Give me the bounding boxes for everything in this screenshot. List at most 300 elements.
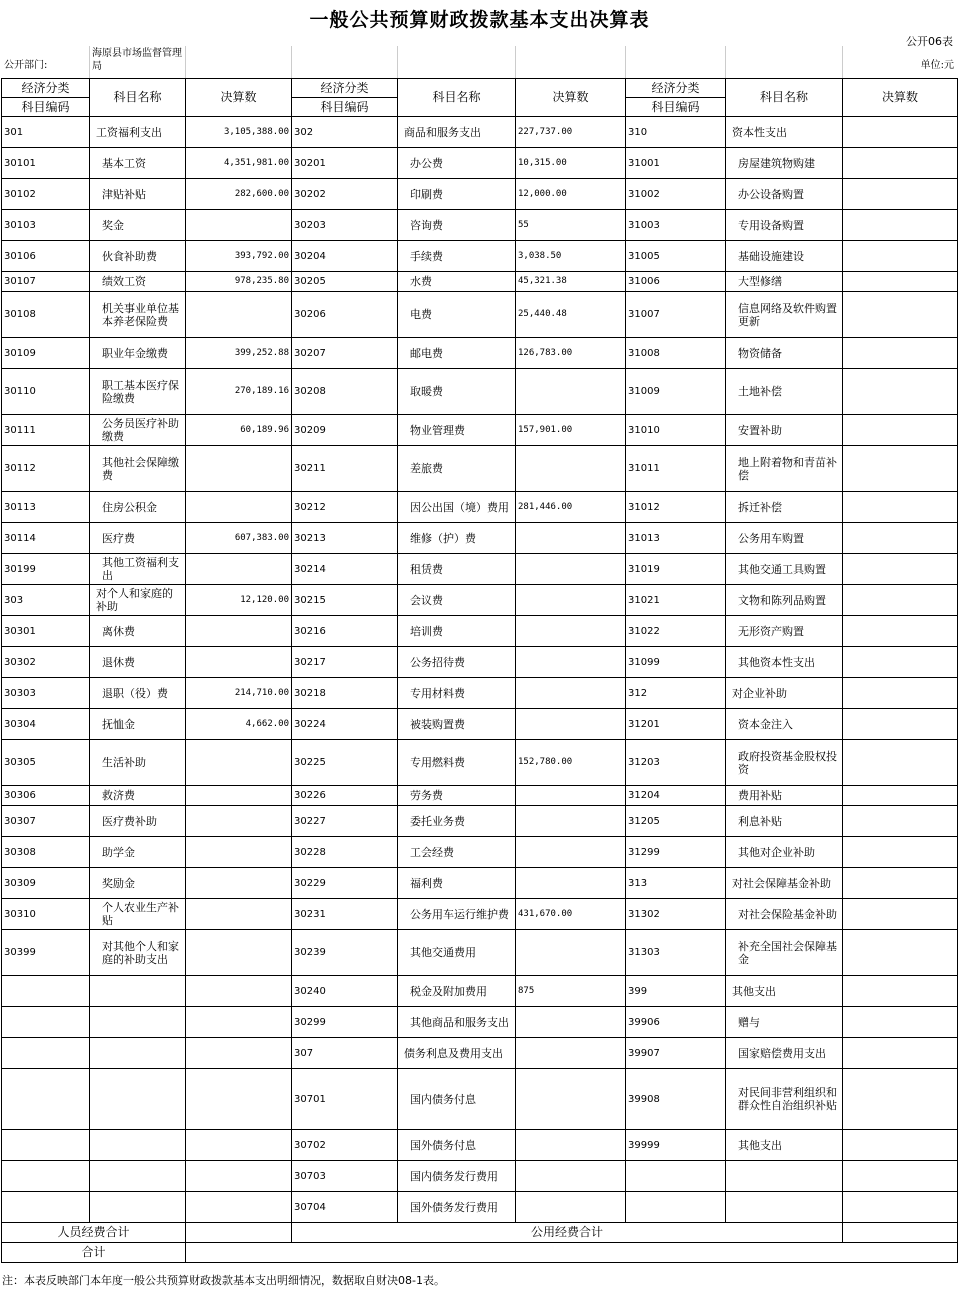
amount-cell: [843, 837, 958, 868]
code-cell: 303: [2, 585, 90, 616]
amount-cell: [516, 1069, 626, 1130]
amount-cell: [186, 616, 292, 647]
amount-cell: [843, 292, 958, 338]
name-cell: 公务招待费: [398, 647, 516, 678]
table-row: [2, 446, 958, 492]
code-cell: 31204: [626, 786, 726, 806]
amount-cell: 3,105,388.00: [186, 117, 292, 148]
name-cell: 福利费: [398, 868, 516, 899]
amount-cell: [843, 930, 958, 976]
amount-cell: [186, 1007, 292, 1038]
name-cell: 医疗费补助: [90, 806, 186, 837]
code-cell: 30203: [292, 210, 398, 241]
code-cell: [2, 1069, 90, 1130]
amount-cell: 227,737.00: [516, 117, 626, 148]
name-cell: 职业年金缴费: [90, 338, 186, 369]
name-cell: [90, 1130, 186, 1161]
table-row: [2, 740, 958, 786]
name-cell: 公务用车运行维护费: [398, 899, 516, 930]
amount-cell: [186, 292, 292, 338]
public-total-value: [843, 1223, 958, 1243]
code-cell: 39999: [626, 1130, 726, 1161]
amount-cell: [843, 1192, 958, 1223]
amount-cell: [186, 446, 292, 492]
table-row: [2, 415, 958, 446]
grand-total-value: [186, 1243, 958, 1263]
amount-cell: [516, 446, 626, 492]
table-row: [2, 837, 958, 868]
code-cell: 31007: [626, 292, 726, 338]
code-cell: [626, 1192, 726, 1223]
amount-cell: [186, 976, 292, 1007]
name-cell: [90, 1007, 186, 1038]
code-cell: 30199: [2, 554, 90, 585]
name-cell: 利息补贴: [726, 806, 843, 837]
code-cell: 301: [2, 117, 90, 148]
code-cell: 30224: [292, 709, 398, 740]
code-cell: 30229: [292, 868, 398, 899]
name-cell: 无形资产购置: [726, 616, 843, 647]
amount-cell: 875: [516, 976, 626, 1007]
name-cell: 公务员医疗补助缴费: [90, 415, 186, 446]
amount-cell: 55: [516, 210, 626, 241]
name-cell: 对社会保障基金补助: [726, 868, 843, 899]
name-cell: 其他对企业补助: [726, 837, 843, 868]
header-subject-name-2: 科目名称: [398, 79, 516, 117]
amount-cell: [843, 585, 958, 616]
code-cell: 30113: [2, 492, 90, 523]
code-cell: 30112: [2, 446, 90, 492]
amount-cell: [843, 899, 958, 930]
code-cell: 30216: [292, 616, 398, 647]
header-econ-class-2: 经济分类 科目编码: [292, 79, 398, 117]
name-cell: 国家赔偿费用支出: [726, 1038, 843, 1069]
code-cell: 30309: [2, 868, 90, 899]
name-cell: 会议费: [398, 585, 516, 616]
code-cell: 30202: [292, 179, 398, 210]
amount-cell: [516, 585, 626, 616]
amount-cell: [843, 616, 958, 647]
name-cell: 拆迁补偿: [726, 492, 843, 523]
name-cell: 办公费: [398, 148, 516, 179]
amount-cell: 431,670.00: [516, 899, 626, 930]
code-cell: 30215: [292, 585, 398, 616]
code-cell: 31299: [626, 837, 726, 868]
name-cell: 国内债务付息: [398, 1069, 516, 1130]
name-cell: 费用补贴: [726, 786, 843, 806]
code-cell: 30226: [292, 786, 398, 806]
code-cell: 31012: [626, 492, 726, 523]
name-cell: 助学金: [90, 837, 186, 868]
code-cell: 313: [626, 868, 726, 899]
name-cell: 生活补助: [90, 740, 186, 786]
amount-cell: [516, 369, 626, 415]
table-row: [2, 709, 958, 740]
name-cell: 租赁费: [398, 554, 516, 585]
amount-cell: 281,446.00: [516, 492, 626, 523]
amount-cell: [516, 1007, 626, 1038]
code-cell: 31203: [626, 740, 726, 786]
amount-cell: [186, 647, 292, 678]
code-cell: 30704: [292, 1192, 398, 1223]
amount-cell: [843, 786, 958, 806]
code-cell: 399: [626, 976, 726, 1007]
code-cell: 30110: [2, 369, 90, 415]
amount-cell: [843, 117, 958, 148]
code-cell: 30106: [2, 241, 90, 272]
table-row: [2, 554, 958, 585]
name-cell: 工会经费: [398, 837, 516, 868]
code-cell: 30702: [292, 1130, 398, 1161]
code-cell: 30701: [292, 1069, 398, 1130]
code-cell: 30218: [292, 678, 398, 709]
amount-cell: [186, 837, 292, 868]
code-cell: 30108: [2, 292, 90, 338]
code-cell: 30303: [2, 678, 90, 709]
amount-cell: [186, 868, 292, 899]
table-row: [2, 1007, 958, 1038]
amount-cell: 393,792.00: [186, 241, 292, 272]
header-row: [2, 79, 958, 117]
header-amount-2: 决算数: [516, 79, 626, 117]
code-cell: 30213: [292, 523, 398, 554]
code-cell: 31022: [626, 616, 726, 647]
code-cell: 31006: [626, 272, 726, 292]
code-cell: 31005: [626, 241, 726, 272]
code-cell: 30227: [292, 806, 398, 837]
name-cell: 对其他个人和家庭的补助支出: [90, 930, 186, 976]
header-subject-name-3: 科目名称: [726, 79, 843, 117]
header-amount-1: 决算数: [186, 79, 292, 117]
code-cell: 30399: [2, 930, 90, 976]
amount-cell: [186, 210, 292, 241]
name-cell: 委托业务费: [398, 806, 516, 837]
amount-cell: [516, 616, 626, 647]
name-cell: 水费: [398, 272, 516, 292]
table-row: [2, 148, 958, 179]
page-title: 一般公共预算财政拨款基本支出决算表: [309, 9, 650, 31]
name-cell: 补充全国社会保障基金: [726, 930, 843, 976]
table-row: [2, 241, 958, 272]
name-cell: 绩效工资: [90, 272, 186, 292]
dept-name: 海原县市场监督管理局: [92, 48, 182, 72]
amount-cell: 399,252.88: [186, 338, 292, 369]
table-row: [2, 523, 958, 554]
code-cell: 30302: [2, 647, 90, 678]
code-cell: 30109: [2, 338, 90, 369]
name-cell: 国外债务发行费用: [398, 1192, 516, 1223]
code-cell: 31008: [626, 338, 726, 369]
code-cell: 30307: [2, 806, 90, 837]
code-cell: 30240: [292, 976, 398, 1007]
code-cell: 31001: [626, 148, 726, 179]
table-row: [2, 930, 958, 976]
name-cell: 安置补助: [726, 415, 843, 446]
amount-cell: [516, 709, 626, 740]
name-cell: 对个人和家庭的补助: [90, 585, 186, 616]
table-row: [2, 1038, 958, 1069]
table-row: [2, 117, 958, 148]
amount-cell: [843, 415, 958, 446]
amount-cell: 12,120.00: [186, 585, 292, 616]
name-cell: 其他商品和服务支出: [398, 1007, 516, 1038]
total-row: [2, 1243, 958, 1263]
name-cell: 国外债务付息: [398, 1130, 516, 1161]
name-cell: 津贴补贴: [90, 179, 186, 210]
name-cell: 电费: [398, 292, 516, 338]
amount-cell: [843, 148, 958, 179]
name-cell: 资本性支出: [726, 117, 843, 148]
amount-cell: [186, 492, 292, 523]
code-cell: [2, 1038, 90, 1069]
amount-cell: [516, 868, 626, 899]
code-cell: 31205: [626, 806, 726, 837]
code-cell: 30114: [2, 523, 90, 554]
name-cell: 对社会保险基金补助: [726, 899, 843, 930]
table-row: [2, 1161, 958, 1192]
table-row: [2, 272, 958, 292]
name-cell: 地上附着物和青苗补偿: [726, 446, 843, 492]
code-cell: 310: [626, 117, 726, 148]
amount-cell: 4,351,981.00: [186, 148, 292, 179]
name-cell: 离休费: [90, 616, 186, 647]
name-cell: 抚恤金: [90, 709, 186, 740]
name-cell: 专用设备购置: [726, 210, 843, 241]
table-row: [2, 868, 958, 899]
code-cell: 31002: [626, 179, 726, 210]
name-cell: 物业管理费: [398, 415, 516, 446]
name-cell: [726, 1192, 843, 1223]
name-cell: 税金及附加费用: [398, 976, 516, 1007]
amount-cell: 10,315.00: [516, 148, 626, 179]
amount-cell: [843, 1069, 958, 1130]
code-cell: 39907: [626, 1038, 726, 1069]
name-cell: 退职（役）费: [90, 678, 186, 709]
code-cell: 31021: [626, 585, 726, 616]
amount-cell: [843, 678, 958, 709]
code-cell: [626, 1161, 726, 1192]
name-cell: 维修（护）费: [398, 523, 516, 554]
code-cell: 312: [626, 678, 726, 709]
form-number: 公开06表: [906, 35, 953, 48]
table-row: [2, 1192, 958, 1223]
code-cell: 30101: [2, 148, 90, 179]
code-cell: 30308: [2, 837, 90, 868]
code-cell: 30205: [292, 272, 398, 292]
table-row: [2, 786, 958, 806]
personnel-total-value: [186, 1223, 292, 1243]
name-cell: 国内债务发行费用: [398, 1161, 516, 1192]
code-cell: 30217: [292, 647, 398, 678]
code-cell: 31009: [626, 369, 726, 415]
name-cell: [90, 976, 186, 1007]
amount-cell: 3,038.50: [516, 241, 626, 272]
name-cell: 医疗费: [90, 523, 186, 554]
table-row: [2, 1130, 958, 1161]
code-cell: 31011: [626, 446, 726, 492]
code-cell: 30305: [2, 740, 90, 786]
amount-cell: [186, 786, 292, 806]
name-cell: 咨询费: [398, 210, 516, 241]
public-total-label: 公用经费合计: [292, 1223, 843, 1243]
code-cell: 30206: [292, 292, 398, 338]
amount-cell: [186, 554, 292, 585]
name-cell: 邮电费: [398, 338, 516, 369]
amount-cell: [186, 1038, 292, 1069]
header-amount-3: 决算数: [843, 79, 958, 117]
amount-cell: [843, 179, 958, 210]
amount-cell: [843, 369, 958, 415]
table-row: [2, 806, 958, 837]
name-cell: 工资福利支出: [90, 117, 186, 148]
name-cell: 个人农业生产补贴: [90, 899, 186, 930]
amount-cell: [186, 1069, 292, 1130]
name-cell: 被装购置费: [398, 709, 516, 740]
table-row: [2, 976, 958, 1007]
name-cell: 其他社会保障缴费: [90, 446, 186, 492]
amount-cell: [186, 930, 292, 976]
name-cell: 印刷费: [398, 179, 516, 210]
footnote: 注：本表反映部门本年度一般公共预算财政拨款基本支出明细情况，数据取自财决08-1表。: [2, 1274, 445, 1287]
name-cell: 其他支出: [726, 1130, 843, 1161]
code-cell: 39906: [626, 1007, 726, 1038]
table-row: [2, 899, 958, 930]
code-cell: 30310: [2, 899, 90, 930]
amount-cell: 152,780.00: [516, 740, 626, 786]
table-row: [2, 1069, 958, 1130]
code-cell: 302: [292, 117, 398, 148]
amount-cell: [843, 709, 958, 740]
name-cell: 对民间非营利组织和群众性自治组织补贴: [726, 1069, 843, 1130]
code-cell: 30304: [2, 709, 90, 740]
table-row: [2, 369, 958, 415]
amount-cell: [516, 523, 626, 554]
name-cell: 培训费: [398, 616, 516, 647]
name-cell: 取暖费: [398, 369, 516, 415]
name-cell: 救济费: [90, 786, 186, 806]
name-cell: 信息网络及软件购置更新: [726, 292, 843, 338]
name-cell: 办公设备购置: [726, 179, 843, 210]
code-cell: 39908: [626, 1069, 726, 1130]
code-cell: 31303: [626, 930, 726, 976]
amount-cell: [186, 899, 292, 930]
table-row: [2, 179, 958, 210]
name-cell: 对企业补助: [726, 678, 843, 709]
amount-cell: 126,783.00: [516, 338, 626, 369]
code-cell: [2, 1161, 90, 1192]
table-row: [2, 616, 958, 647]
amount-cell: [843, 647, 958, 678]
table-row: [2, 338, 958, 369]
name-cell: 差旅费: [398, 446, 516, 492]
name-cell: 基础设施建设: [726, 241, 843, 272]
name-cell: 住房公积金: [90, 492, 186, 523]
name-cell: 专用材料费: [398, 678, 516, 709]
amount-cell: [516, 1192, 626, 1223]
code-cell: 30107: [2, 272, 90, 292]
code-cell: 30239: [292, 930, 398, 976]
name-cell: 其他工资福利支出: [90, 554, 186, 585]
name-cell: 因公出国（境）费用: [398, 492, 516, 523]
amount-cell: [516, 930, 626, 976]
code-cell: 31099: [626, 647, 726, 678]
amount-cell: [843, 272, 958, 292]
name-cell: 物资储备: [726, 338, 843, 369]
name-cell: [90, 1192, 186, 1223]
code-cell: 31019: [626, 554, 726, 585]
name-cell: 资本金注入: [726, 709, 843, 740]
amount-cell: [843, 868, 958, 899]
name-cell: [90, 1161, 186, 1192]
code-cell: [2, 1130, 90, 1161]
code-cell: [2, 976, 90, 1007]
amount-cell: [186, 1130, 292, 1161]
code-cell: 31010: [626, 415, 726, 446]
name-cell: 土地补偿: [726, 369, 843, 415]
name-cell: 退休费: [90, 647, 186, 678]
subtotal-row: [2, 1223, 958, 1243]
name-cell: 其他交通费用: [398, 930, 516, 976]
amount-cell: [843, 740, 958, 786]
code-cell: 31013: [626, 523, 726, 554]
amount-cell: [843, 338, 958, 369]
code-cell: 30306: [2, 786, 90, 806]
name-cell: 机关事业单位基本养老保险费: [90, 292, 186, 338]
code-cell: 30703: [292, 1161, 398, 1192]
code-cell: 30111: [2, 415, 90, 446]
amount-cell: [843, 1130, 958, 1161]
code-cell: 30299: [292, 1007, 398, 1038]
code-cell: 30301: [2, 616, 90, 647]
dept-label: 公开部门:: [4, 60, 48, 71]
amount-cell: 282,600.00: [186, 179, 292, 210]
code-cell: 30102: [2, 179, 90, 210]
amount-cell: [843, 492, 958, 523]
amount-cell: 25,440.48: [516, 292, 626, 338]
amount-cell: [516, 786, 626, 806]
expenditure-table: [1, 78, 958, 1263]
amount-cell: [843, 1161, 958, 1192]
header-econ-class-1: 经济分类 科目编码: [2, 79, 90, 117]
amount-cell: [186, 1161, 292, 1192]
amount-cell: [843, 976, 958, 1007]
amount-cell: [516, 806, 626, 837]
name-cell: [90, 1069, 186, 1130]
amount-cell: [516, 647, 626, 678]
name-cell: 手续费: [398, 241, 516, 272]
name-cell: 其他交通工具购置: [726, 554, 843, 585]
name-cell: [726, 1161, 843, 1192]
table-row: [2, 585, 958, 616]
code-cell: [2, 1192, 90, 1223]
amount-cell: [186, 806, 292, 837]
table-row: [2, 492, 958, 523]
code-cell: 30204: [292, 241, 398, 272]
name-cell: 其他资本性支出: [726, 647, 843, 678]
amount-cell: [843, 210, 958, 241]
code-cell: 30212: [292, 492, 398, 523]
name-cell: 文物和陈列品购置: [726, 585, 843, 616]
code-cell: 30103: [2, 210, 90, 241]
header-subject-name-1: 科目名称: [90, 79, 186, 117]
code-cell: 31003: [626, 210, 726, 241]
amount-cell: 4,662.00: [186, 709, 292, 740]
code-cell: 307: [292, 1038, 398, 1069]
name-cell: 大型修缮: [726, 272, 843, 292]
code-cell: 31302: [626, 899, 726, 930]
amount-cell: [843, 241, 958, 272]
code-cell: 30207: [292, 338, 398, 369]
